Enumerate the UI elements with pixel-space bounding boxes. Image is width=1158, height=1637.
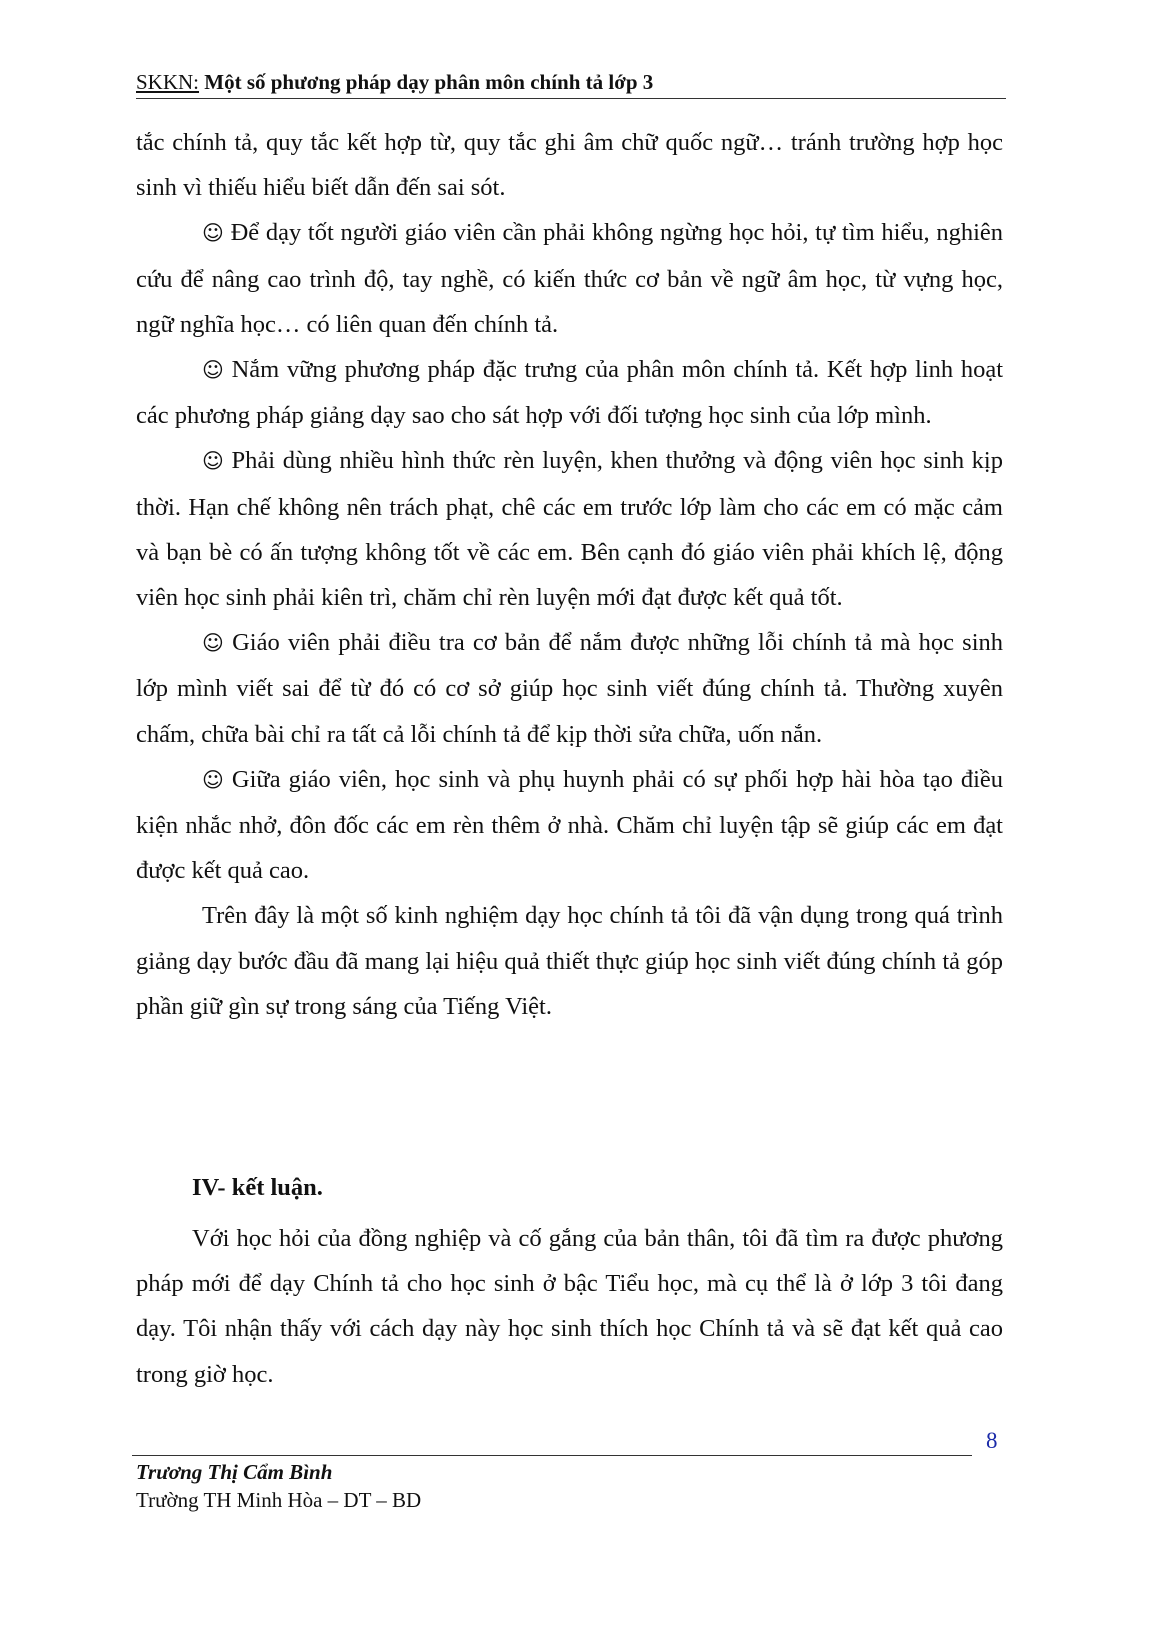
page-header bbox=[136, 66, 1006, 99]
bullet-text: Nắm vững phương pháp đặc trưng của phân môn chính tả. Kết hợp linh hoạt các phương pháp giảng dạy sao cho sát hợp với đối tượng học sinh của lớp mình. bbox=[136, 356, 1003, 430]
header-prefix: SKKN: bbox=[136, 70, 200, 94]
bullet-text: Giáo viên phải điều tra cơ bản để nắm được những lỗi chính tả mà học sinh lớp mình viết sai để từ đó có cơ sở giúp học sinh viết đúng chính tả. Thường xuyên chấm, chữa bài chỉ ra tất cả lỗi chính tả để kịp thời sửa chữa, uốn nắn. bbox=[136, 629, 1003, 748]
header-title: Một số phương pháp dạy phân môn chính tả lớp 3 bbox=[199, 70, 654, 94]
body-text bbox=[136, 120, 1003, 1029]
smiley-face-icon: ☺ bbox=[202, 449, 224, 474]
smiley-face-icon: ☺ bbox=[202, 221, 224, 246]
closing-paragraph: Trên đây là một số kinh nghiệm dạy học chính tả tôi đã vận dụng trong quá trình giảng dạy bước đầu đã mang lại hiệu quả thiết thực giúp học sinh viết đúng chính tả góp phần giữ gìn sự trong sáng của Tiếng Việt. bbox=[136, 902, 1003, 1020]
bullet-text: Giữa giáo viên, học sinh và phụ huynh phải có sự phối hợp hài hòa tạo điều kiện nhắc nhở, đôn đốc các em rèn thêm ở nhà. Chăm chỉ luyện tập sẽ giúp các em đạt được kết quả cao. bbox=[136, 765, 1003, 885]
footer-divider bbox=[132, 1455, 972, 1456]
conclusion-paragraph: Với học hỏi của đồng nghiệp và cố gắng của bản thân, tôi đã tìm ra được phương pháp mới để dạy Chính tả cho học sinh ở bậc Tiểu học, mà cụ thể là ở lớp 3 tôi đang dạy. Tôi nhận thấy với cách dạy này học sinh thích học Chính tả và sẽ đạt kết quả cao trong giờ học. bbox=[136, 1225, 1003, 1388]
bullet-paragraph bbox=[136, 438, 1003, 620]
section-heading: IV- kết luận. bbox=[192, 1174, 323, 1201]
footer-author: Trương Thị Cẩm Bình bbox=[136, 1460, 333, 1484]
bullet-text: Để dạy tốt người giáo viên cần phải không ngừng học hỏi, tự tìm hiểu, nghiên cứu để nâng cao trình độ, tay nghề, có kiến thức cơ bản về ngữ âm học, từ vựng học, ngữ nghĩa học… có liên quan đến chính tả. bbox=[136, 219, 1003, 338]
smiley-face-icon: ☺ bbox=[202, 358, 224, 383]
smiley-face-icon: ☺ bbox=[202, 767, 224, 792]
bullet-paragraph bbox=[136, 620, 1003, 757]
footer-school: Trường TH Minh Hòa – DT – BD bbox=[136, 1488, 422, 1512]
page-number: 8 bbox=[986, 1428, 998, 1453]
continuation-paragraph: tắc chính tả, quy tắc kết hợp từ, quy tắc ghi âm chữ quốc ngữ… tránh trường hợp học sinh vì thiếu hiểu biết dẫn đến sai sót. bbox=[136, 129, 1003, 202]
conclusion-body bbox=[136, 1216, 1003, 1397]
bullet-paragraph bbox=[136, 210, 1003, 347]
bullet-paragraph bbox=[136, 347, 1003, 438]
smiley-face-icon: ☺ bbox=[202, 631, 224, 656]
bullet-paragraph bbox=[136, 757, 1003, 894]
bullet-text: Phải dùng nhiều hình thức rèn luyện, khen thưởng và động viên học sinh kịp thời. Hạn chế không nên trách phạt, chê các em trước lớp làm cho các em có mặc cảm và bạn bè có ấn tượng không tốt về các em. Bên cạnh đó giáo viên phải khích lệ, động viên học sinh phải kiên trì, chăm chỉ rèn luyện mới đạt được kết quả tốt. bbox=[136, 447, 1003, 612]
